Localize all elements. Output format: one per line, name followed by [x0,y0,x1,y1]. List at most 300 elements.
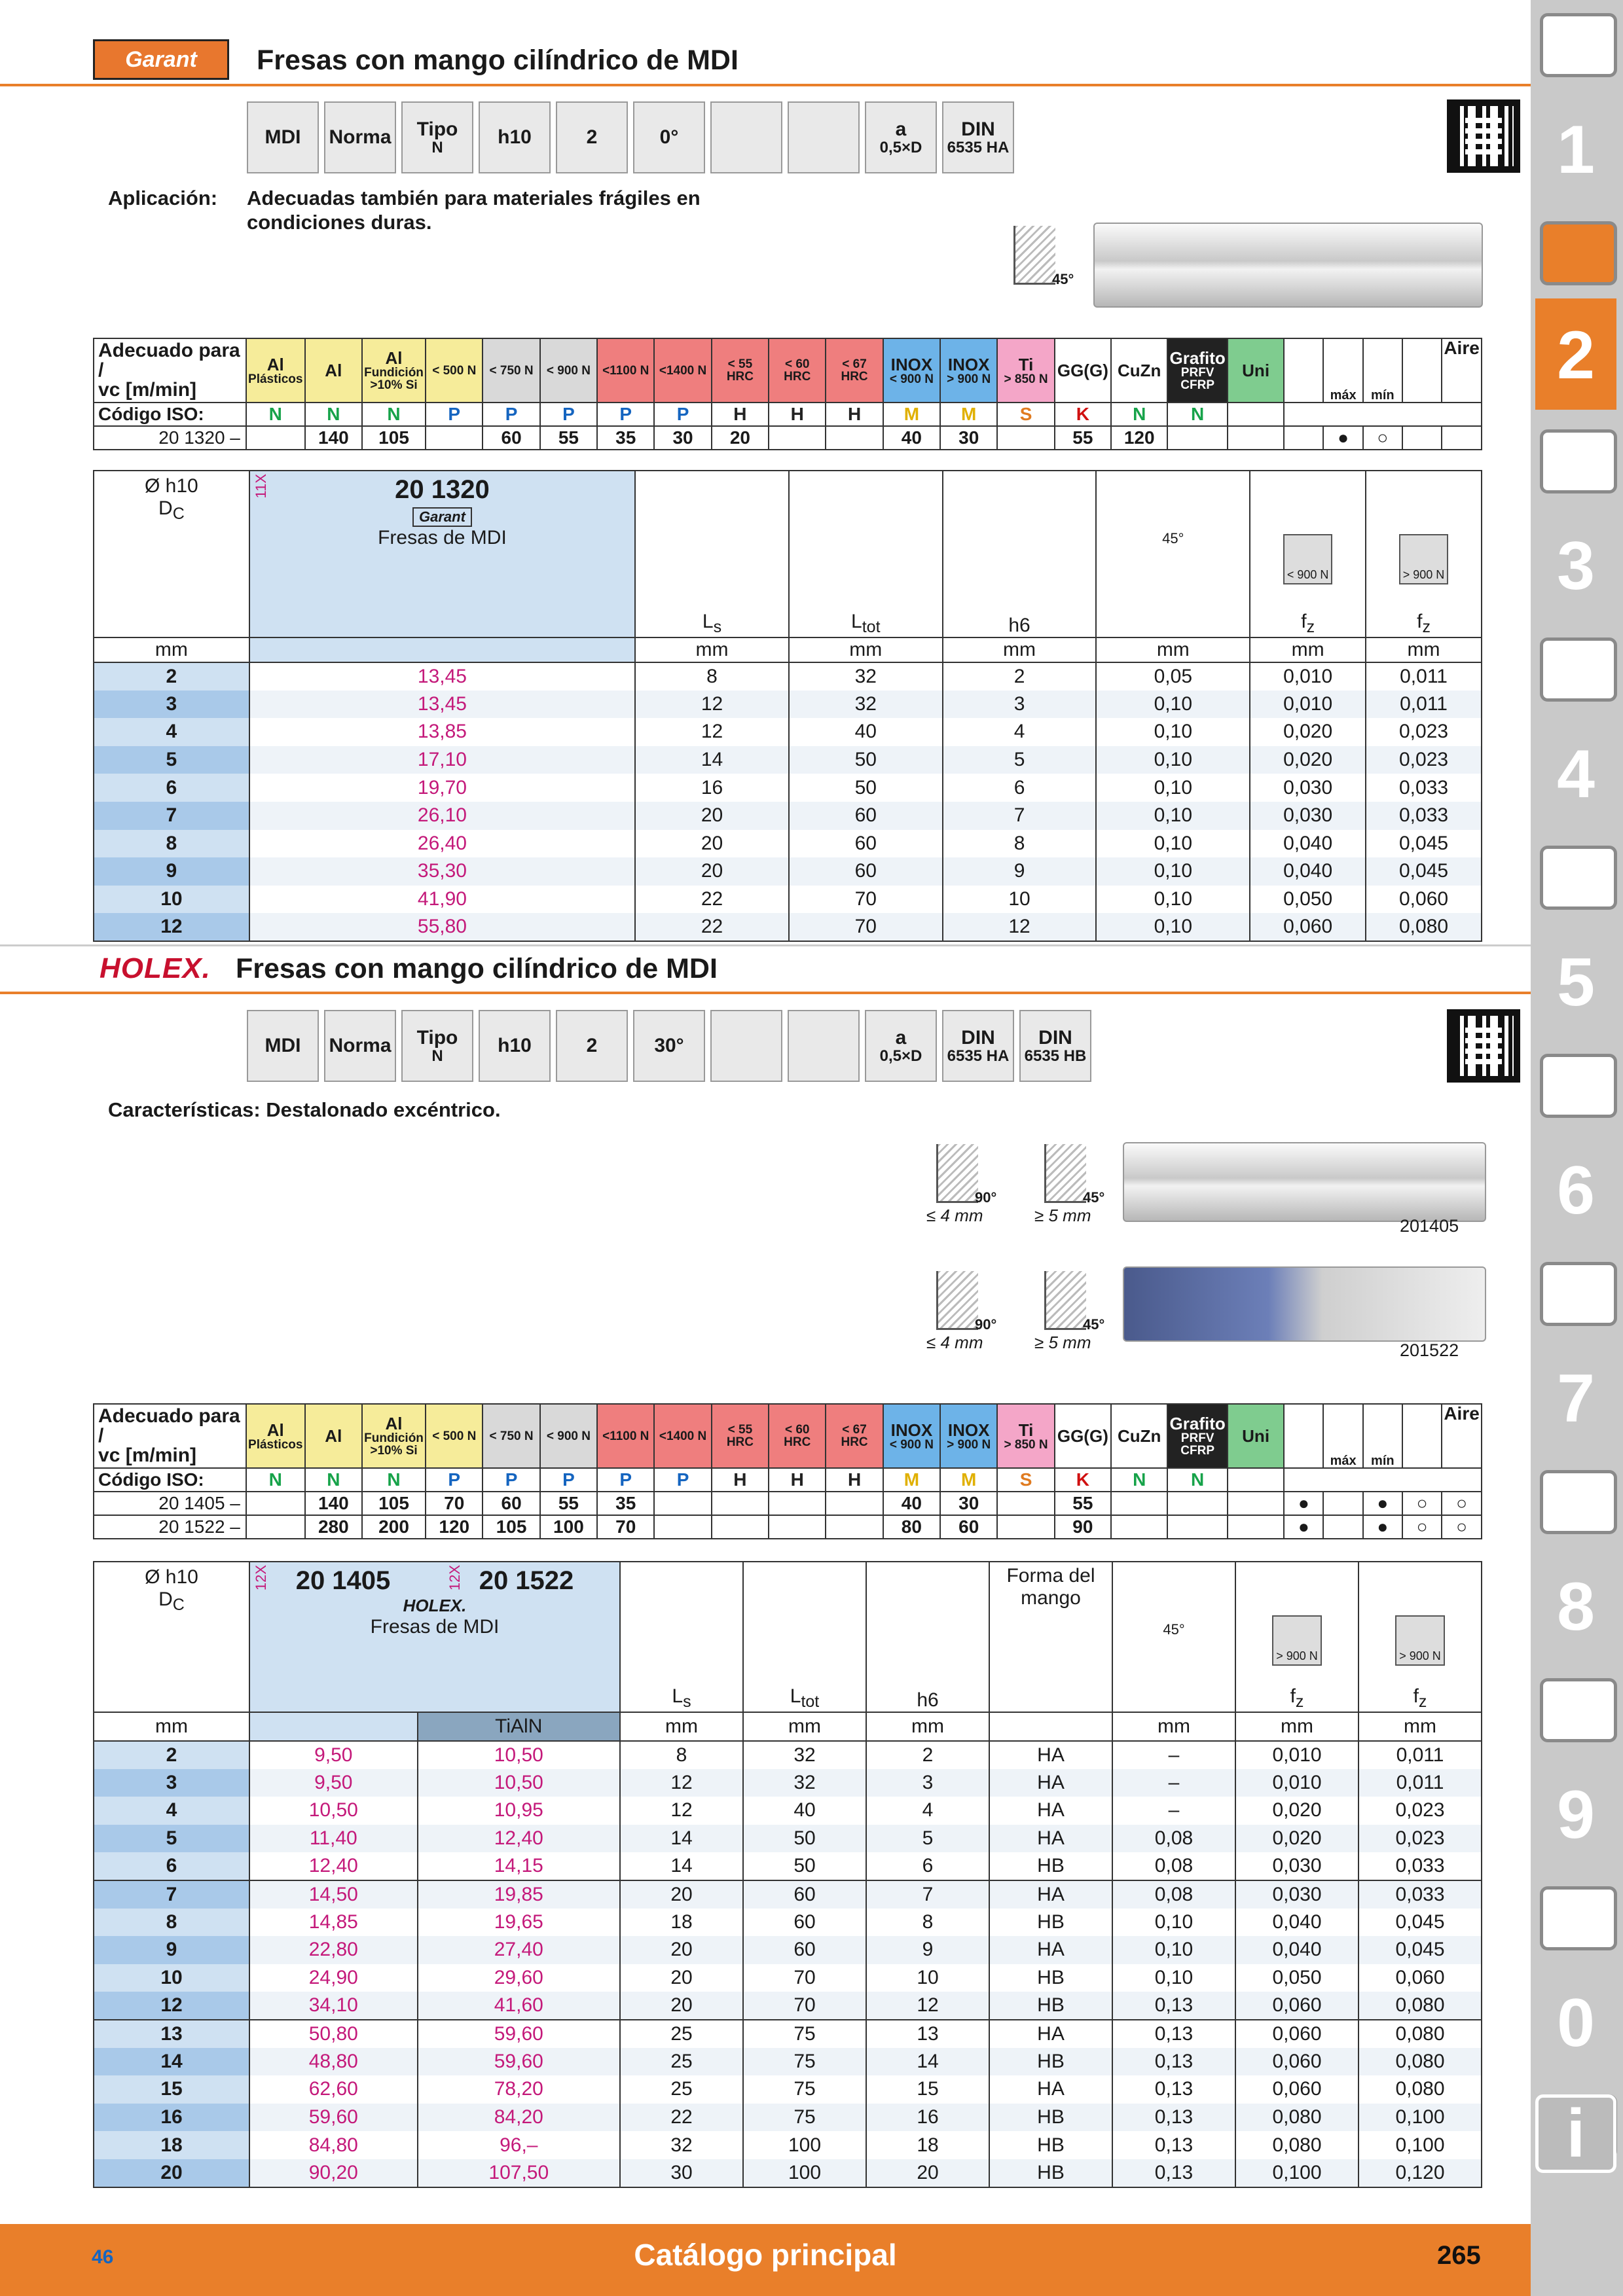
price[interactable]: 24,90 [249,1964,418,1992]
chapter-tab-icon[interactable] [1540,1262,1617,1326]
value: 0,10 [1096,746,1250,774]
chapter-tab-icon[interactable] [1540,429,1617,493]
value: 60 [789,802,943,830]
unit [989,1712,1112,1741]
icon-sub: 0,5×D [879,1047,922,1066]
price[interactable]: 34,10 [249,1992,418,2020]
chamfer-45-icon [1044,1271,1105,1333]
property-icon [788,101,860,173]
value: 0,08 [1112,1880,1235,1909]
property-icon [1019,1010,1091,1082]
material-spec: <1400 N [659,1429,707,1443]
icon-sub: 0,5×D [879,139,922,157]
material-spec: < 67 HRC [841,1423,868,1449]
length-header [743,1562,866,1712]
diameter: 6 [94,774,249,802]
coolant-label: mín [1371,388,1395,403]
material-col [1228,1404,1284,1468]
value: 0,13 [1112,2131,1235,2159]
price[interactable]: 50,80 [249,2020,418,2048]
icon-sub: N [431,139,443,157]
unit: mm [94,1712,249,1741]
value: 18 [866,2131,989,2159]
price[interactable]: 107,50 [418,2159,620,2187]
vc-v: v [98,1444,109,1466]
iso-code: P [483,1468,539,1492]
value: 100 [743,2131,866,2159]
material-name: Uni [1242,361,1270,380]
chamfer-90-icon [936,1271,997,1333]
diameter: 3 [94,691,249,719]
price[interactable]: 10,95 [418,1797,620,1825]
material-col [305,1404,362,1468]
value: – [1112,1769,1235,1797]
price[interactable]: 84,80 [249,2131,418,2159]
material-name: Al [385,1414,403,1433]
diameter: 13 [94,2020,249,2048]
property-icon [633,1010,705,1082]
iso-code: P [540,403,597,426]
chapter-tab-i[interactable]: i [1535,2094,1616,2173]
vc-value: 30 [940,1492,997,1515]
vc-value [246,1492,305,1515]
product-header [249,471,635,637]
material-col [769,338,826,403]
chapter-tab-icon[interactable] [1540,1054,1617,1118]
table-row [94,718,1482,746]
table-row [94,774,1482,802]
chamfer-90-icon [936,1144,997,1206]
iso-row [94,1468,1482,1492]
icon-label: 0° [659,126,679,149]
value: HB [989,1909,1112,1937]
price[interactable]: 41,90 [249,886,635,914]
value: HB [989,2131,1112,2159]
value: 6 [866,1852,989,1880]
value: 50 [743,1852,866,1880]
price[interactable]: 19,85 [418,1880,620,1909]
chapter-tab-3[interactable]: 3 [1557,528,1595,604]
price[interactable]: 59,60 [249,2104,418,2132]
value: HA [989,1880,1112,1909]
diameter: 4 [94,1797,249,1825]
value: 0,10 [1112,1964,1235,1992]
holex-logo: HOLEX. [100,952,211,984]
material-spec: PRFV CFRP [1180,366,1215,392]
price[interactable]: 19,70 [249,774,635,802]
chapter-tab-7[interactable]: 7 [1557,1361,1595,1437]
icon-label: h10 [498,1035,532,1057]
value: 20 [620,1964,743,1992]
chapter-tab-icon[interactable] [1540,637,1617,702]
value: – [1112,1797,1235,1825]
unit: mm [943,637,1097,662]
price[interactable]: 14,15 [418,1852,620,1880]
price[interactable]: 12,40 [249,1852,418,1880]
dc-sym [96,1588,247,1615]
value: HB [989,1992,1112,2020]
coolant-col [1284,338,1323,403]
value: 0,080 [1235,2131,1359,2159]
value: 0,060 [1235,2075,1359,2104]
vc-value [1111,1492,1167,1515]
price[interactable]: 13,85 [249,718,635,746]
material-spec: <1100 N [602,363,649,378]
icon-label: DIN [961,118,995,140]
iso-code: H [826,1468,883,1492]
iso-code: N [1167,403,1228,426]
value: 0,010 [1235,1741,1359,1769]
property-icon [401,101,473,173]
value: 4 [943,718,1097,746]
tool-image-201320 [1093,223,1483,308]
value: 14 [620,1825,743,1853]
diameter: 2 [94,662,249,691]
material-spec: < 55 HRC [726,357,754,384]
garant-logo: Garant [93,39,229,80]
vc-value: 200 [362,1515,426,1539]
coolant-col [1402,338,1442,403]
geo-caption: ≤ 4 mm [926,1206,983,1225]
price[interactable]: 26,40 [249,830,635,858]
iso-code: N [362,403,426,426]
material-name: CuZn [1117,1426,1161,1446]
price[interactable]: 11,40 [249,1825,418,1853]
price[interactable]: 62,60 [249,2075,418,2104]
value: 0,030 [1250,774,1366,802]
article-code: 20 1522 – [94,1515,246,1539]
value: 12 [635,691,789,719]
material-col [712,338,769,403]
price[interactable]: 13,45 [249,691,635,719]
dc-header [94,471,249,637]
property-icon [710,101,782,173]
vc-value: 70 [597,1515,654,1539]
dc-sym [96,497,247,524]
material-spec: > 850 N [1004,372,1048,386]
value: 32 [789,662,943,691]
iso-code: N [362,1468,426,1492]
material-col [1228,338,1284,403]
iso-label: Código ISO: [94,1468,246,1492]
coolant-label: Aire [1444,338,1480,358]
price[interactable]: 48,80 [249,2048,418,2076]
value: 75 [743,2104,866,2132]
value: 13 [866,2020,989,2048]
value: 22 [635,886,789,914]
vc-value: 30 [940,426,997,450]
value: 0,011 [1359,1741,1482,1769]
adecuado-header [94,338,246,403]
chapter-tab-icon[interactable] [1540,13,1617,77]
property-icon [710,1010,782,1082]
product-code: 20 1320 [395,475,490,504]
chapter-tab-2[interactable]: 2 [1535,298,1616,410]
iso-code: H [769,403,826,426]
price[interactable]: 55,80 [249,913,635,941]
value: 5 [943,746,1097,774]
property-icon [479,101,551,173]
price[interactable]: 27,40 [418,1936,620,1964]
chapter-tab-5[interactable]: 5 [1557,944,1595,1020]
chapter-tab-icon[interactable] [1540,846,1617,910]
price[interactable]: 59,60 [418,2020,620,2048]
vc-value [712,1515,769,1539]
table-row [94,2159,1482,2187]
unit: mm [1235,1712,1359,1741]
chapter-tab-1[interactable]: 1 [1557,112,1595,188]
material-name: Al [385,348,403,368]
diameter: 20 [94,2159,249,2187]
price[interactable]: 35,30 [249,857,635,886]
coolant-label: máx [1330,388,1357,403]
value: 0,020 [1250,718,1366,746]
holex-small-logo: HOLEX. [403,1596,467,1615]
value: HA [989,1825,1112,1853]
coolant-value [1323,1515,1362,1539]
fz-z: z [1306,618,1315,636]
material-spec: < 750 N [489,1429,534,1443]
dc-d: D [158,497,173,519]
chamfer-icon [1013,226,1074,287]
chapter-tab-6[interactable]: 6 [1557,1153,1595,1229]
price[interactable]: 41,60 [418,1992,620,2020]
value: HA [989,1936,1112,1964]
vc-value [997,426,1054,450]
pack-tag: 12X [447,1565,463,1591]
unit [249,637,635,662]
vc-value: 40 [883,426,940,450]
chapter-tab-0[interactable]: 0 [1557,1985,1595,2061]
icon-label: DIN [1038,1026,1072,1049]
value: 9 [866,1936,989,1964]
iso-code: H [712,403,769,426]
property-icon [324,1010,396,1082]
value: 0,033 [1366,802,1482,830]
price[interactable]: 84,20 [418,2104,620,2132]
material-name: Grafito [1169,348,1226,368]
price[interactable]: 59,60 [418,2048,620,2076]
fz-material: < 900 N [1283,534,1333,584]
table-row [94,2020,1482,2048]
iso-code [1228,1468,1284,1492]
material-col [883,1404,940,1468]
value: 50 [743,1825,866,1853]
material-spec: < 900 N [546,363,591,378]
material-name: GG(G) [1057,361,1108,380]
value: HB [989,2048,1112,2076]
price[interactable]: 14,50 [249,1880,418,1909]
value: HA [989,2075,1112,2104]
value: HB [989,2159,1112,2187]
vc-value: 140 [305,426,362,450]
material-name: GG(G) [1057,1426,1108,1446]
application-label: Aplicación: [108,187,218,209]
value: 70 [743,1964,866,1992]
price[interactable]: 90,20 [249,2159,418,2187]
product-desc: Fresas de MDI [370,1616,500,1638]
value: 32 [743,1741,866,1769]
coolant-value: ○ [1442,1515,1482,1539]
units-row [94,637,1482,662]
value: 25 [620,2075,743,2104]
price[interactable]: 17,10 [249,746,635,774]
price[interactable]: 10,50 [418,1741,620,1769]
separator [0,944,1531,946]
l-sub: tot [801,1693,820,1711]
price[interactable]: 22,80 [249,1936,418,1964]
value: 50 [789,774,943,802]
icon-label: a [895,1026,907,1049]
value: 10 [943,886,1097,914]
coolant-value: ● [1363,1515,1402,1539]
unit: mm [620,1712,743,1741]
vc-value [997,1515,1054,1539]
coolant-value [1442,426,1482,450]
value: 0,040 [1250,857,1366,886]
l-label: L [702,611,714,632]
iso-code: M [883,403,940,426]
value: 22 [635,913,789,941]
price[interactable]: 9,50 [249,1741,418,1769]
vc-value: 140 [305,1492,362,1515]
h6-header: h6 [866,1562,989,1712]
table-row [94,662,1482,691]
price[interactable]: 9,50 [249,1769,418,1797]
value: 75 [743,2020,866,2048]
value: 10 [866,1964,989,1992]
vc-unit: c [m/min] [109,1444,197,1466]
price[interactable]: 10,50 [418,1769,620,1797]
chapter-tab-icon[interactable] [1540,221,1617,285]
product-code-201405: 20 1405 [295,1566,391,1595]
chamfer-angle: 45° [1052,271,1074,287]
price[interactable]: 19,65 [418,1909,620,1937]
coolant-value: ● [1363,1492,1402,1515]
property-icon [865,101,937,173]
value: 0,011 [1366,691,1482,719]
value: 0,045 [1359,1936,1482,1964]
table-row [94,1909,1482,1937]
value: 6 [943,774,1097,802]
chapter-tab-icon[interactable] [1540,1678,1617,1742]
dc-d: D [158,1588,173,1610]
coolant-value [1402,426,1442,450]
icon-label: h10 [498,126,532,149]
icon-label: a [895,118,907,140]
diameter: 2 [94,1741,249,1769]
chapter-tab-9[interactable]: 9 [1557,1777,1595,1853]
value: 15 [866,2075,989,2104]
footer-title: Catálogo principal [634,2238,897,2272]
table-row [94,1825,1482,1853]
suitability-table [93,338,1482,450]
value: 0,10 [1096,691,1250,719]
iso-blank [1284,1468,1482,1492]
value: 40 [743,1797,866,1825]
vc-value [826,1515,883,1539]
material-col [1055,338,1111,403]
qr-code[interactable] [1447,1009,1520,1083]
material-col [1167,338,1228,403]
table-row [94,1964,1482,1992]
suitability-table [93,1403,1482,1539]
coolant-col [1402,1404,1442,1468]
value: 60 [789,857,943,886]
fz-label [1368,611,1480,637]
price[interactable]: 26,10 [249,802,635,830]
price[interactable]: 13,45 [249,662,635,691]
value: 0,080 [1235,2104,1359,2132]
price[interactable]: 10,50 [249,1797,418,1825]
price[interactable]: 12,40 [418,1825,620,1853]
unit: mm [1112,1712,1235,1741]
material-col [362,1404,426,1468]
dc-label: Ø h10 [145,475,198,497]
material-spec: > 900 N [947,372,991,386]
unit: mm [94,637,249,662]
value: – [1112,1741,1235,1769]
page-number-left: 46 [92,2246,114,2268]
chapter-tab-icon[interactable] [1540,1470,1617,1534]
coolant-value: ● [1284,1492,1323,1515]
property-icons [247,1010,1091,1082]
price[interactable]: 14,85 [249,1909,418,1937]
value: 60 [743,1936,866,1964]
vc-value [826,426,883,450]
icon-sub: 6535 HB [1024,1047,1087,1066]
value: 0,023 [1366,718,1482,746]
property-icon [556,1010,628,1082]
unit [249,1712,418,1741]
dc-c: C [172,1596,185,1614]
material-col [826,1404,883,1468]
chapter-tab-4[interactable]: 4 [1557,736,1595,812]
material-spec: <1400 N [659,363,707,378]
table-row [94,913,1482,941]
value: 0,011 [1359,1769,1482,1797]
price[interactable]: 78,20 [418,2075,620,2104]
value: 0,060 [1235,1992,1359,2020]
material-spec: Fundición >10% Si [364,366,424,392]
value: 12 [620,1769,743,1797]
table-row [94,746,1482,774]
value: 60 [743,1909,866,1937]
value: 0,050 [1250,886,1366,914]
icon-label: Tipo [416,118,458,140]
value: 30 [620,2159,743,2187]
chapter-tab-icon[interactable] [1540,1886,1617,1950]
chapter-tab-8[interactable]: 8 [1557,1569,1595,1645]
value: 14 [635,746,789,774]
value: 0,010 [1235,1769,1359,1797]
iso-code [1228,403,1284,426]
vc-value: 40 [883,1492,940,1515]
price[interactable]: 96,– [418,2131,620,2159]
qr-code[interactable] [1447,99,1520,173]
vc-value: 90 [1055,1515,1111,1539]
product-header [249,1562,620,1712]
price[interactable]: 29,60 [418,1964,620,1992]
material-name: INOX [947,1420,990,1440]
value: 0,050 [1235,1964,1359,1992]
value: 0,120 [1359,2159,1482,2187]
value: 0,040 [1235,1936,1359,1964]
iso-code: S [997,1468,1054,1492]
fz-header [1366,471,1482,637]
vc-value [654,1515,711,1539]
vc-value: 55 [1055,1492,1111,1515]
